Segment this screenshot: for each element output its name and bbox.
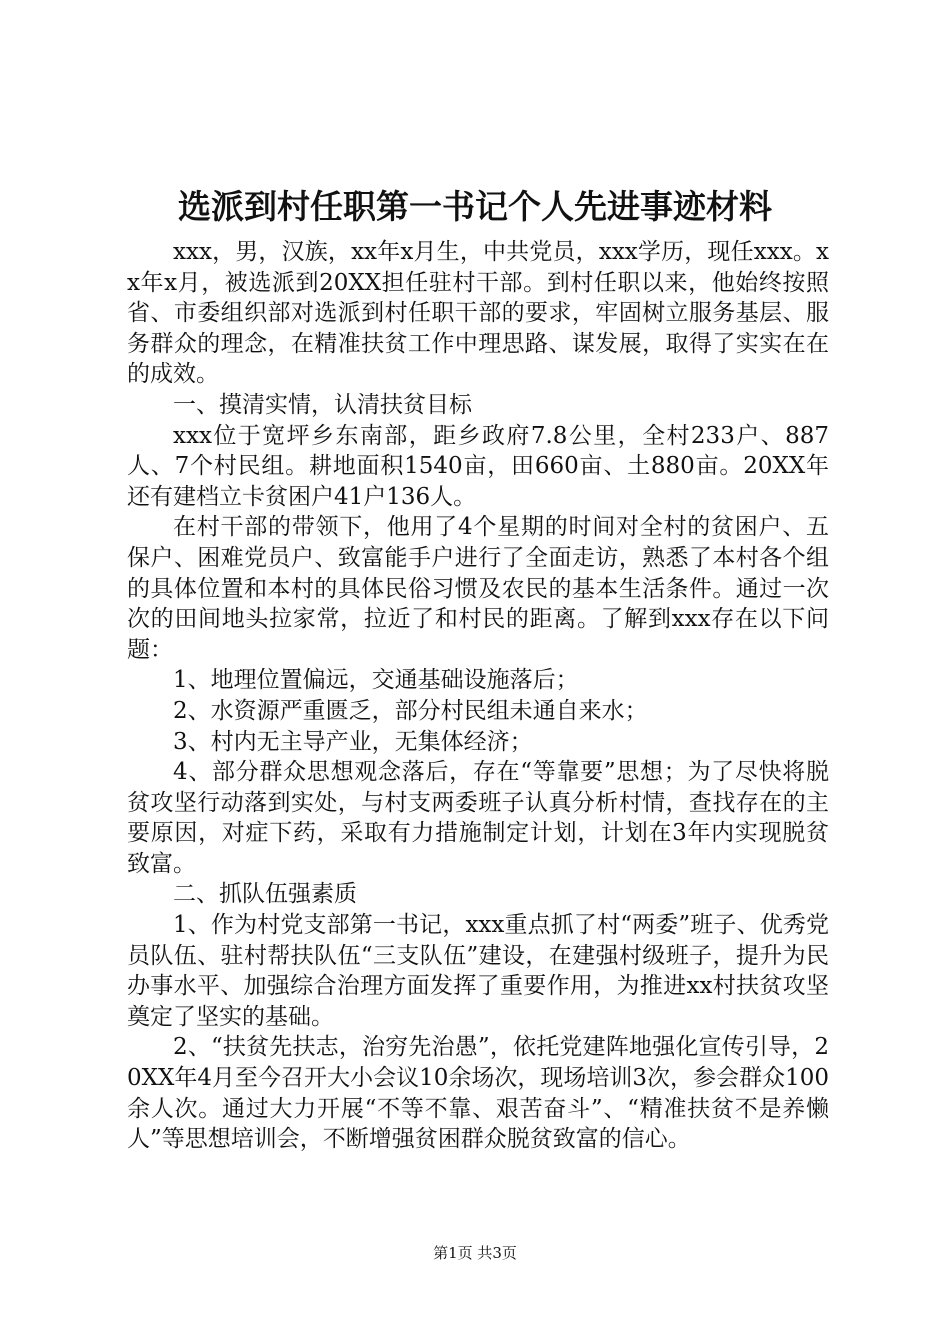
paragraph-team-building: 1、作为村党支部第一书记，xxx重点抓了村“两委”班子、优秀党员队伍、驻村帮扶队伍“三支队伍”建设，在建强村级班子，提升为民办事水平、加强综合治理方面发挥了重要作用，为推进xx村扶贫攻坚奠定了坚实的基础。 [127,912,829,1030]
section-heading-2: 二、抓队伍强素质 [173,881,357,908]
list-item-problem-2: 2、水资源严重匮乏，部分村民组未通自来水； [173,697,648,724]
document-body [127,237,829,1155]
paragraph-intro: xxx，男，汉族，xx年x月生，中共党员，xxx学历，现任xxx。xx年x月，被选派到20XX担任驻村干部。到村任职以来，他始终按照省、市委组织部对选派到村任职干部的要求，牢固树立服务基层、服务群众的理念，在精准扶贫工作中理思路、谋发展，取得了实实在在的成效。 [127,239,829,388]
paragraph-visits: 在村干部的带领下，他用了4个星期的时间对全村的贫困户、五保户、困难党员户、致富能手户进行了全面走访，熟悉了本村各个组的具体位置和本村的具体民俗习惯及农民的基本生活条件。通过一次次的田间地头拉家常，拉近了和村民的距离。了解到xxx存在以下问题： [127,514,829,663]
list-item-problem-3: 3、村内无主导产业，无集体经济； [173,728,533,755]
list-item-problem-1: 1、地理位置偏远，交通基础设施落后； [173,667,579,694]
section-heading-1: 一、摸清实情，认清扶贫目标 [173,391,472,418]
paragraph-village-overview: xxx位于宽坪乡东南部，距乡政府7.8公里，全村233户、887人、7个村民组。耕地面积1540亩，田660亩、土880亩。20XX年还有建档立卡贫困户41户136人。 [127,422,829,510]
paragraph-ideology-training: 2、“扶贫先扶志，治穷先治愚”，依托党建阵地强化宣传引导，20XX年4月至今召开大小会议10余场次，现场培训3次，参会群众100余人次。通过大力开展“不等不靠、艰苦奋斗”、“精准扶贫不是养懒人”等思想培训会，不断增强贫困群众脱贫致富的信心。 [127,1034,829,1153]
page-footer: 第1页 共3页 [433,1244,517,1262]
list-item-problem-4: 4、部分群众思想观念落后，存在“等靠要”思想；为了尽快将脱贫攻坚行动落到实处，与村支两委班子认真分析村情，查找存在的主要原因，对症下药，采取有力措施制定计划，计划在3年内实现脱贫致富。 [127,759,829,877]
document-title: 选派到村任职第一书记个人先进事迹材料 [178,187,772,226]
